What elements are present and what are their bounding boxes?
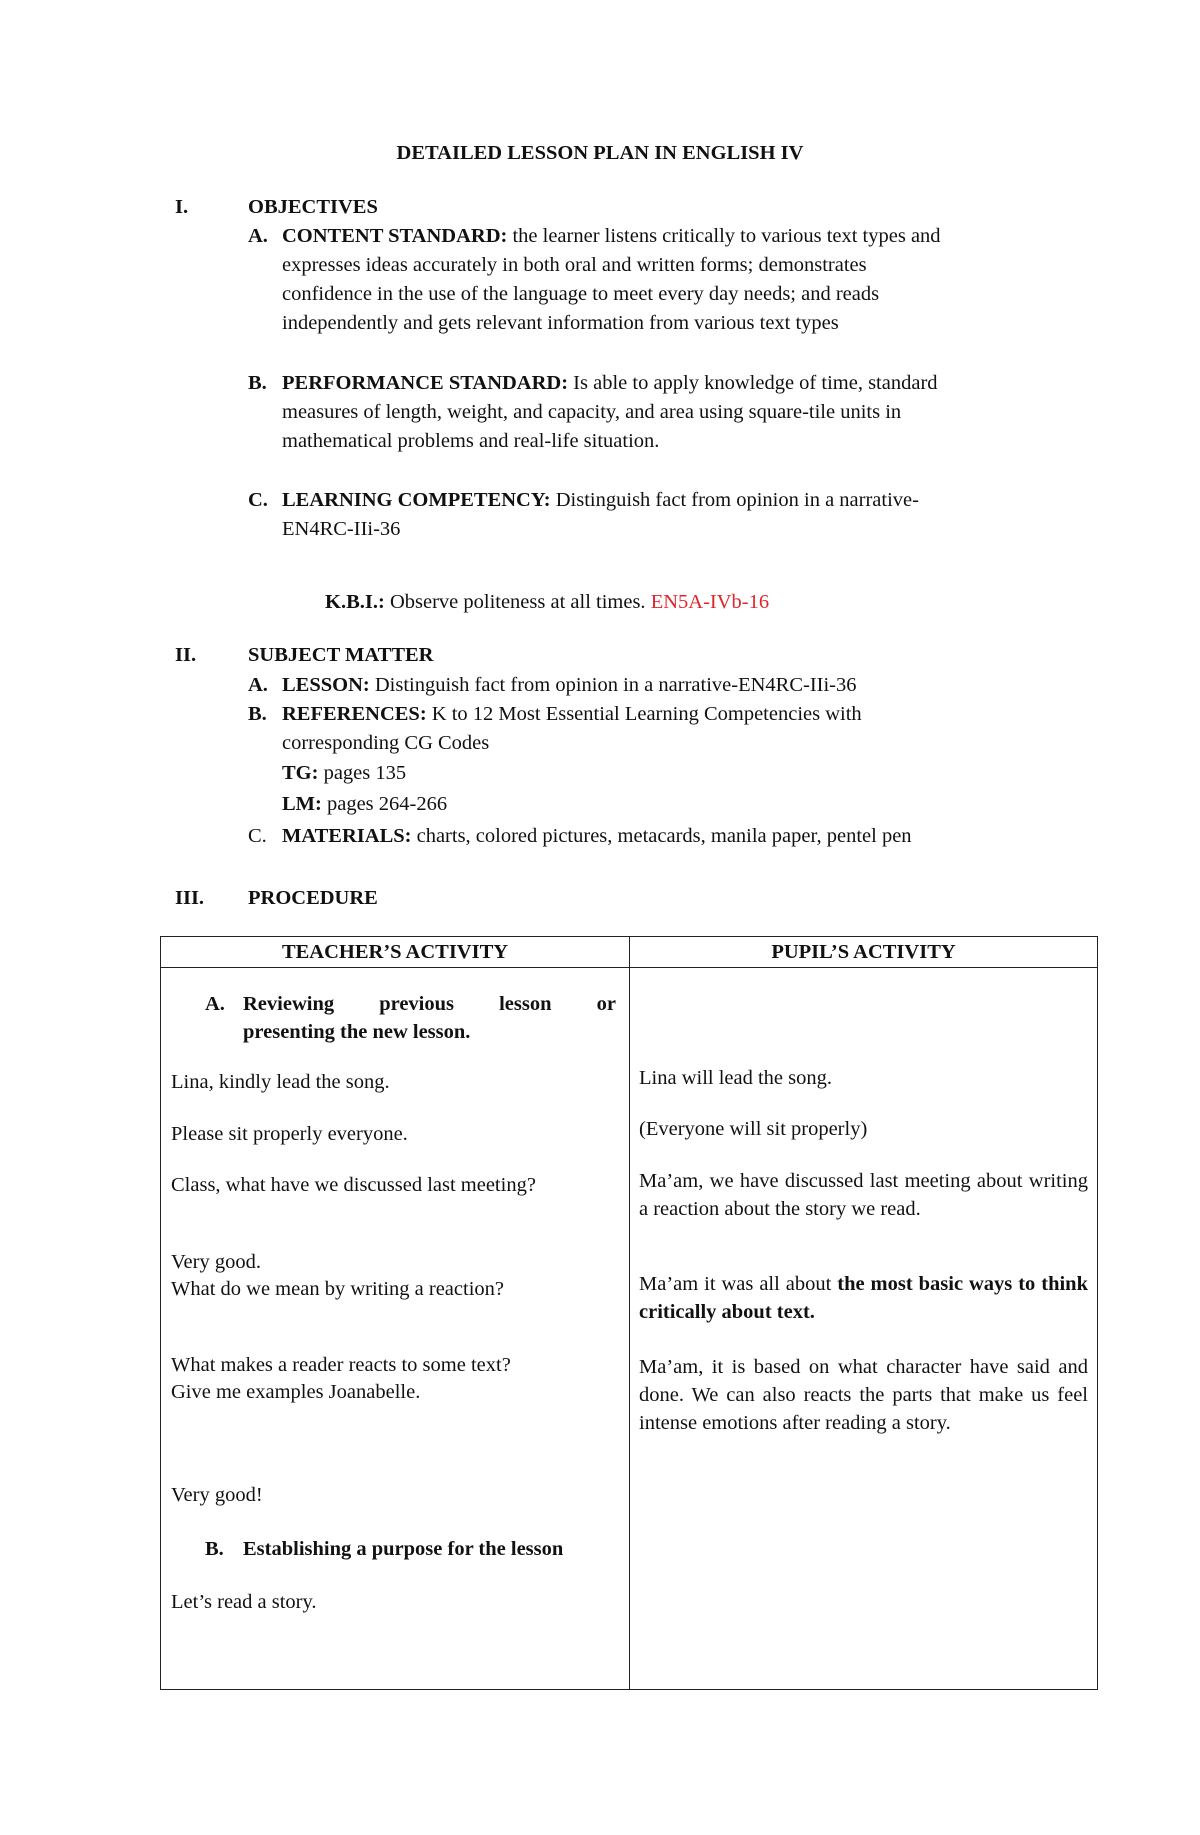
- learning-competency-text-2: EN4RC-IIi-36: [282, 518, 401, 540]
- section-heading-subject-matter: SUBJECT MATTER: [248, 644, 434, 666]
- references-label: REFERENCES:: [282, 703, 427, 725]
- step-a-letter: A.: [205, 993, 225, 1015]
- lm-text: pages 264-266: [326, 793, 448, 815]
- tg-text: pages 135: [323, 762, 407, 784]
- content-standard-text-3: confidence in the use of the language to meet every day needs; and reads: [282, 283, 880, 305]
- materials-line: [282, 822, 912, 851]
- document-title: DETAILED LESSON PLAN IN ENGLISH IV: [396, 142, 804, 164]
- step-b-letter: B.: [205, 1538, 224, 1560]
- teacher-line-1: Lina, kindly lead the song.: [171, 1071, 390, 1093]
- section-numeral-procedure: III.: [175, 887, 205, 909]
- kbi-text: Observe politeness at all times.: [389, 591, 646, 613]
- teacher-line-4a: Very good.: [171, 1251, 261, 1273]
- header-teacher-activity: TEACHER’S ACTIVITY: [281, 941, 509, 963]
- references-text-1: K to 12 Most Essential Learning Competencies with: [431, 703, 862, 725]
- procedure-table: [160, 936, 1098, 1690]
- content-standard-text-4: independently and gets relevant information from various text types: [282, 312, 839, 334]
- teacher-line-4b: What do we mean by writing a reaction?: [171, 1278, 504, 1300]
- lesson-line: [282, 671, 857, 700]
- pupil-line-4-bold: the most basic ways to think critically about text.: [639, 1273, 1088, 1323]
- content-standard-text-1: the learner listens critically to various text types and: [512, 225, 941, 247]
- tg-label: TG:: [282, 762, 319, 784]
- pupil-line-5: Ma’am, it is based on what character have said and done. We can also reacts the parts that make us feel intense emotions after reading a story.: [639, 1356, 1088, 1434]
- step-b-heading: Establishing a purpose for the lesson: [243, 1538, 564, 1560]
- lesson-label: LESSON:: [282, 674, 370, 696]
- pupil-line-4-plain: Ma’am it was all about: [639, 1273, 838, 1295]
- pupil-line-3: Ma’am, we have discussed last meeting about writing a reaction about the story we read.: [639, 1170, 1088, 1220]
- performance-standard-letter: B.: [248, 372, 267, 394]
- kbi-label: K.B.I.:: [325, 591, 385, 613]
- lesson-letter: A.: [248, 674, 268, 696]
- section-heading-procedure: PROCEDURE: [248, 887, 378, 909]
- step-a-line-1: [243, 990, 616, 1018]
- learning-competency-label: LEARNING COMPETENCY:: [282, 489, 551, 511]
- teacher-line-6: Very good!: [171, 1484, 263, 1506]
- content-standard-text-2: expresses ideas accurately in both oral and written forms; demonstrates: [282, 254, 867, 276]
- teacher-line-3: Class, what have we discussed last meeting?: [171, 1174, 536, 1196]
- header-pupil-activity: PUPIL’S ACTIVITY: [771, 941, 956, 963]
- teacher-line-5b: Give me examples Joanabelle.: [171, 1381, 421, 1403]
- learning-competency-letter: C.: [248, 489, 268, 511]
- step-a-word-2: previous: [379, 993, 455, 1015]
- content-standard-label: CONTENT STANDARD:: [282, 225, 508, 247]
- teacher-line-5a: What makes a reader reacts to some text?: [171, 1354, 511, 1376]
- pupil-line-2: (Everyone will sit properly): [639, 1118, 868, 1140]
- materials-text: charts, colored pictures, metacards, manila paper, pentel pen: [416, 825, 912, 847]
- references-text-2: corresponding CG Codes: [282, 732, 490, 754]
- learning-competency-text-1: Distinguish fact from opinion in a narrative-: [555, 489, 919, 511]
- step-a-word-4: or: [596, 993, 616, 1015]
- materials-letter: C.: [248, 825, 267, 847]
- lesson-text: Distinguish fact from opinion in a narrative-EN4RC-IIi-36: [374, 674, 857, 696]
- section-heading-objectives: OBJECTIVES: [248, 196, 378, 218]
- tg-line: [282, 759, 406, 788]
- pupil-line-1: Lina will lead the song.: [639, 1067, 832, 1089]
- step-a-word-1: Reviewing: [243, 993, 335, 1015]
- performance-standard-text-2: measures of length, weight, and capacity, and area using square-tile units in: [282, 401, 902, 423]
- pupil-line-4: [639, 1270, 1088, 1326]
- performance-standard-text-3: mathematical problems and real-life situation.: [282, 430, 660, 452]
- teacher-line-7: Let’s read a story.: [171, 1591, 317, 1613]
- content-standard-letter: A.: [248, 225, 268, 247]
- kbi-code: EN5A-IVb-16: [650, 591, 770, 613]
- performance-standard-line-1: [282, 369, 938, 398]
- learning-competency-line-1: [282, 486, 919, 515]
- lm-label: LM:: [282, 793, 322, 815]
- references-line-1: [282, 700, 862, 729]
- content-standard-line-1: [282, 222, 941, 251]
- section-numeral-objectives: I.: [175, 196, 189, 218]
- section-numeral-subject-matter: II.: [175, 644, 197, 666]
- materials-label: MATERIALS:: [282, 825, 412, 847]
- step-a-line-2: presenting the new lesson.: [243, 1021, 471, 1043]
- header-divider: [161, 967, 1097, 968]
- lm-line: [282, 790, 447, 819]
- performance-standard-label: PERFORMANCE STANDARD:: [282, 372, 569, 394]
- column-divider: [629, 937, 630, 1689]
- performance-standard-text-1: Is able to apply knowledge of time, standard: [573, 372, 938, 394]
- step-a-word-3: lesson: [499, 993, 552, 1015]
- kbi-line: [325, 588, 769, 617]
- teacher-line-2: Please sit properly everyone.: [171, 1123, 408, 1145]
- references-letter: B.: [248, 703, 267, 725]
